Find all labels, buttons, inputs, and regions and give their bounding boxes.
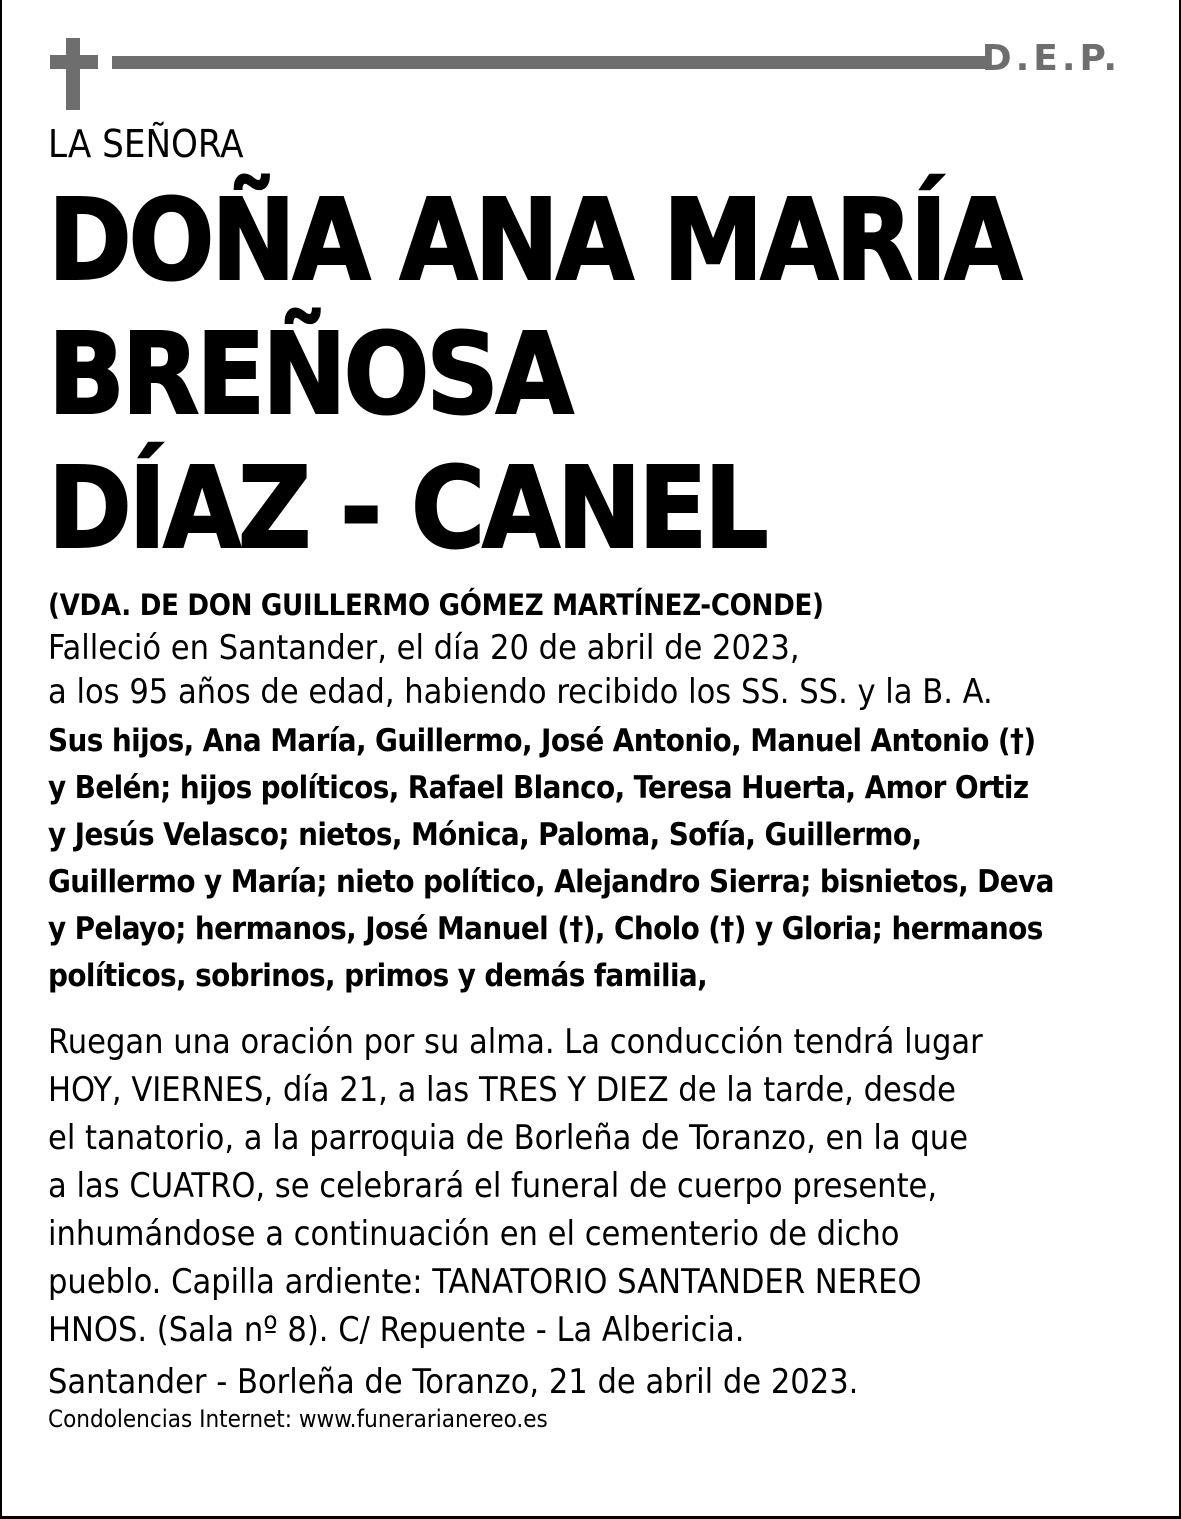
- family-line: y Jesús Velasco; nietos, Mónica, Paloma, Sofía, Guillermo,: [48, 817, 922, 853]
- ceremony-line: a las CUATRO, se celebrará el funeral de cuerpo presente,: [48, 1166, 938, 1206]
- cross-icon-bar: [50, 55, 98, 69]
- place-date: Santander - Borleña de Toranzo, 21 de abril de 2023.: [48, 1362, 859, 1402]
- death-line: a los 95 años de edad, habiendo recibido los SS. SS. y la B. A.: [48, 672, 993, 712]
- condolences-link[interactable]: Condolencias Internet: www.funerarianereo.es: [48, 1405, 548, 1433]
- family-line: políticos, sobrinos, primos y demás familia,: [48, 958, 708, 994]
- name-line: DOÑA ANA MARÍA: [48, 176, 1020, 306]
- ceremony-line: el tanatorio, a la parroquia de Borleña de Toranzo, en la que: [48, 1118, 969, 1158]
- ceremony-details: [48, 1018, 1148, 1354]
- dep-label: D.E.P.: [981, 38, 1121, 79]
- deceased-name: [48, 174, 1148, 576]
- ceremony-line: HOY, VIERNES, día 21, a las TRES Y DIEZ de la tarde, desde: [48, 1070, 957, 1110]
- family-line: y Belén; hijos políticos, Rafael Blanco, Teresa Huerta, Amor Ortiz: [48, 770, 1029, 806]
- title-prefix: LA SEÑORA: [48, 122, 244, 166]
- cross-icon: [66, 38, 80, 110]
- death-details: [48, 626, 1148, 714]
- family-line: Guillermo y María; nieto político, Alejandro Sierra; bisnietos, Deva: [48, 864, 1054, 900]
- family-line: y Pelayo; hermanos, José Manuel (†), Cholo (†) y Gloria; hermanos: [48, 911, 1043, 947]
- family-line: Sus hijos, Ana María, Guillermo, José Antonio, Manuel Antonio (†): [48, 723, 1036, 759]
- header-rule: [112, 56, 990, 69]
- name-line: DÍAZ - CANEL: [48, 444, 766, 574]
- ceremony-line: pueblo. Capilla ardiente: TANATORIO SANTANDER NEREO: [48, 1262, 922, 1302]
- family-list: [48, 718, 1148, 1000]
- widow-of: (VDA. DE DON GUILLERMO GÓMEZ MARTÍNEZ-CONDE): [48, 588, 824, 622]
- death-line: Falleció en Santander, el día 20 de abril de 2023,: [48, 628, 800, 668]
- ceremony-line: Ruegan una oración por su alma. La conducción tendrá lugar: [48, 1022, 983, 1062]
- ceremony-line: inhumándose a continuación en el cementerio de dicho: [48, 1214, 900, 1254]
- name-line: BREÑOSA: [48, 310, 571, 440]
- ceremony-line: HNOS. (Sala nº 8). C/ Repuente - La Albericia.: [48, 1310, 745, 1350]
- notice-body: [48, 120, 1148, 1434]
